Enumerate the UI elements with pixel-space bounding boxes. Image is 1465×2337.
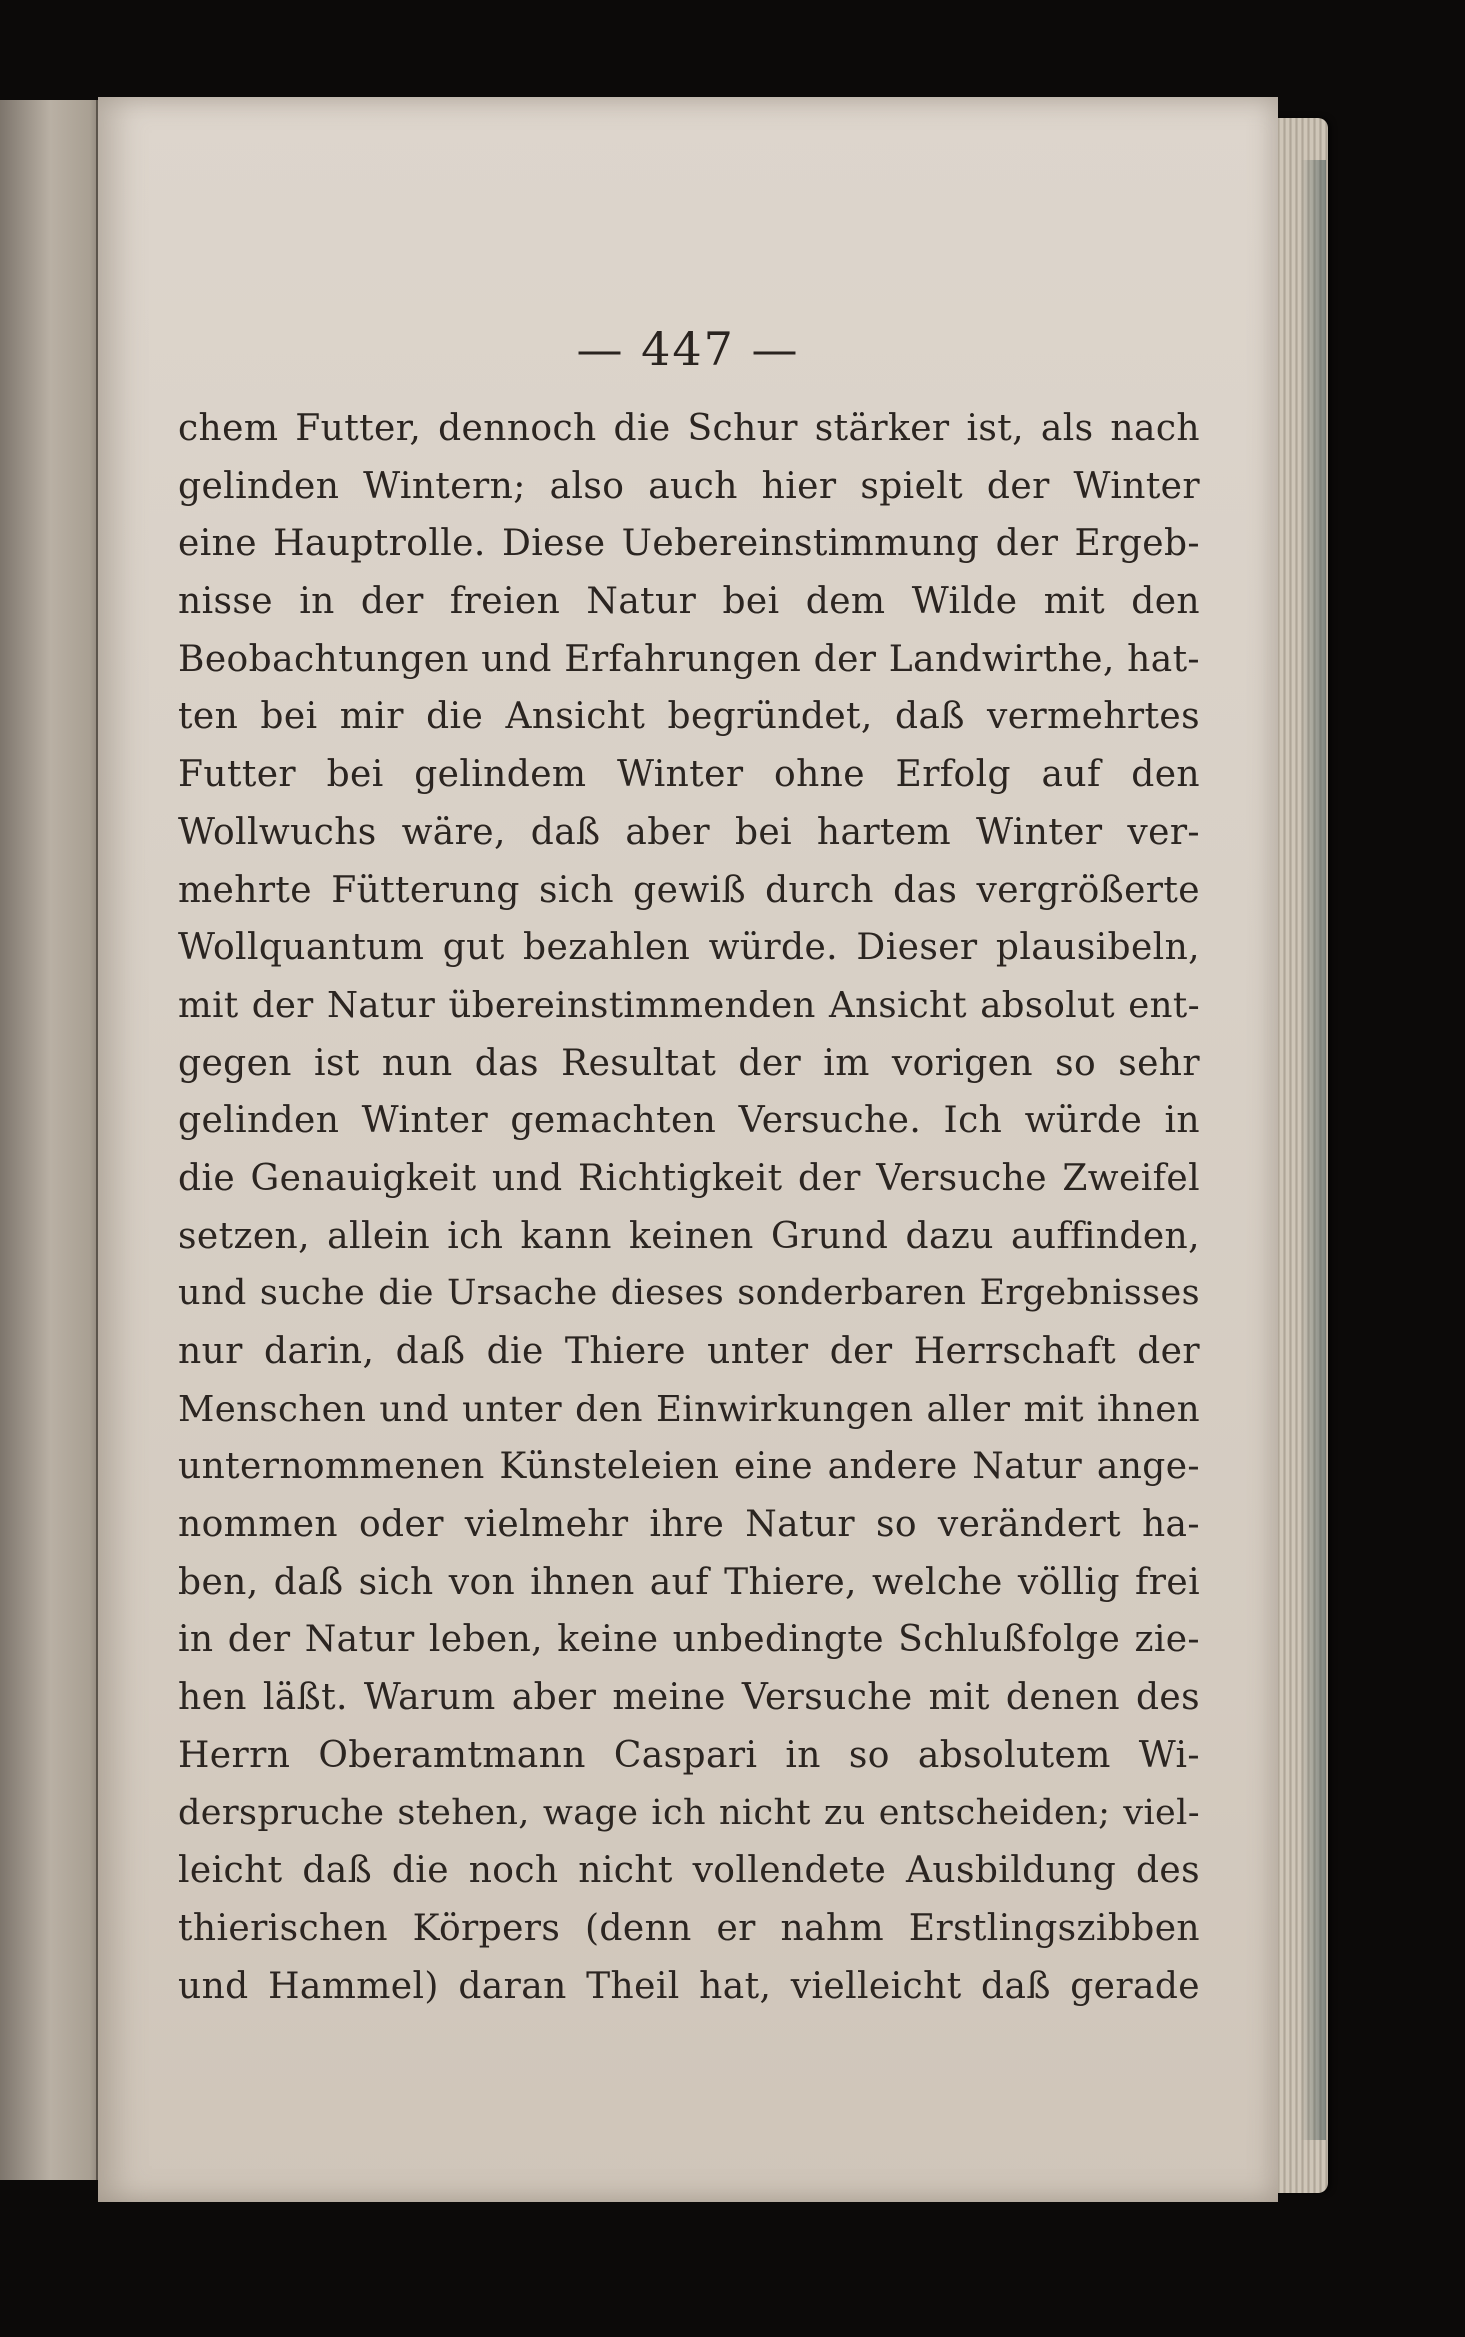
text-line: nommen oder vielmehr ihre Natur so verändert ha-: [178, 1504, 1200, 1546]
text-line: derspruche stehen, wage ich nicht zu entscheiden; viel-: [178, 1792, 1200, 1833]
text-line: Wollquantum gut bezahlen würde. Dieser plausibeln,: [178, 927, 1200, 969]
text-line: leicht daß die noch nicht vollendete Ausbildung des: [178, 1850, 1200, 1892]
text-line: eine Hauptrolle. Diese Uebereinstimmung der Ergeb-: [178, 523, 1200, 565]
text-line: hen läßt. Warum aber meine Versuche mit denen des: [178, 1677, 1200, 1719]
book-page: [98, 97, 1278, 2202]
page-number: — 447 —: [576, 322, 800, 376]
text-line: thierischen Körpers (denn er nahm Erstlingszibben: [178, 1907, 1200, 1949]
text-line: gelinden Winter gemachten Versuche. Ich würde in: [178, 1100, 1200, 1142]
text-line: und Hammel) daran Theil hat, vielleicht daß gerade: [178, 1965, 1200, 2007]
text-line: chem Futter, dennoch die Schur stärker ist, als nach: [178, 408, 1200, 449]
text-line: mit der Natur übereinstimmenden Ansicht absolut ent-: [178, 984, 1200, 1026]
text-line: Futter bei gelindem Winter ohne Erfolg auf den: [178, 754, 1200, 796]
text-line: unternommenen Künsteleien eine andere Natur ange-: [178, 1446, 1200, 1488]
text-body: [178, 400, 1200, 2015]
text-line: ten bei mir die Ansicht begründet, daß vermehrtes: [178, 696, 1200, 738]
text-line: Wollwuchs wäre, daß aber bei hartem Winter ver-: [178, 811, 1200, 853]
cover-edge: [1300, 160, 1326, 2140]
text-line: ben, daß sich von ihnen auf Thiere, welche völlig frei: [178, 1561, 1200, 1603]
text-line: gegen ist nun das Resultat der im vorigen so sehr: [178, 1042, 1200, 1084]
text-line: Beobachtungen und Erfahrungen der Landwirthe, hat-: [178, 638, 1200, 680]
text-line: und suche die Ursache dieses sonderbaren Ergebnisses: [178, 1273, 1200, 1314]
text-line: mehrte Fütterung sich gewiß durch das vergrößerte: [178, 869, 1200, 911]
text-line: nisse in der freien Natur bei dem Wilde mit den: [178, 581, 1200, 623]
text-line: gelinden Wintern; also auch hier spielt der Winter: [178, 465, 1200, 507]
text-line: nur darin, daß die Thiere unter der Herrschaft der: [178, 1331, 1200, 1372]
text-line: Menschen und unter den Einwirkungen aller mit ihnen: [178, 1388, 1200, 1430]
text-line: in der Natur leben, keine unbedingte Schlußfolge zie-: [178, 1619, 1200, 1661]
text-line: die Genauigkeit und Richtigkeit der Versuche Zweifel: [178, 1157, 1200, 1199]
text-line: setzen, allein ich kann keinen Grund dazu auffinden,: [178, 1215, 1200, 1257]
text-line: Herrn Oberamtmann Caspari in so absolutem Wi-: [178, 1734, 1200, 1776]
